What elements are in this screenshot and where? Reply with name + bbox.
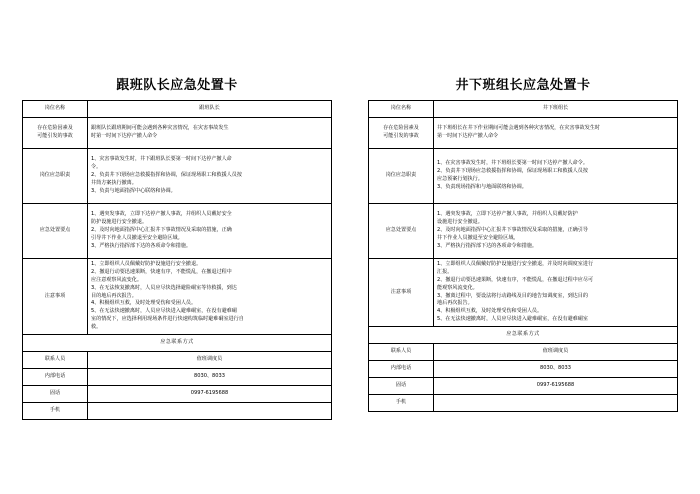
contact-value-person: 值班调度员: [88, 352, 332, 369]
text-line: 2、撤退行动要迅速果断，快速有序，不能慌乱，在撤退过程中: [91, 268, 232, 275]
table-row: [369, 259, 678, 327]
row-value-notes: [88, 259, 332, 335]
text-line: 1、立即组织人员佩戴好防护设施进行安全撤退，并及时向调度室进行: [437, 261, 594, 267]
text-line: 2、及时向地面指挥中心汇报井下事故情况及采取的措施，正确引导: [437, 227, 588, 234]
text-line: 5、在无法快速撤离时，人员应尽快进入避难硐室，在没有避难硐: [91, 308, 237, 315]
row-value-hazards: [434, 118, 678, 149]
text-line: 1、立即组织人员佩戴好防护设施进行安全撤退。: [91, 261, 202, 267]
table-row: [23, 118, 332, 149]
table-row: [369, 118, 678, 149]
text-line: 汇报。: [437, 268, 453, 275]
contact-label-mobile: 手机: [369, 395, 434, 412]
contact-label-landline: 固话: [369, 378, 434, 395]
table-row: [23, 101, 332, 118]
text-line: 井下作业人员撤退至安全避险区域。: [437, 234, 519, 241]
contact-value-internal-phone: 8030、8033: [434, 361, 678, 378]
table-row: [23, 369, 332, 386]
text-line: 3、撤离过程中，要设法将行动路线及目的地告知调度室，到达目的: [437, 292, 588, 299]
contact-label-internal-phone: 内部电话: [369, 361, 434, 378]
row-value-hazards: [88, 118, 332, 149]
text-line: 2、撤退行动要迅速果断，快速有序，不能慌乱，在撤退过程中应尽可: [437, 276, 594, 283]
row-value-keypoints: [88, 204, 332, 259]
text-line: 1、遇突发事故，立即下达停产撤人事故，并组织人员戴好安全: [91, 211, 232, 218]
text-line: 能观察风流变化。: [437, 284, 478, 291]
row-label-notes: 注意事项: [23, 259, 88, 335]
contact-value-mobile: [434, 395, 678, 412]
text-line: 第一时间下达停产撤人命令: [437, 133, 499, 139]
text-line: 设施进行安全撤退。: [437, 219, 483, 226]
table-row: [23, 335, 332, 352]
row-label-keypoints: 应急处置要点: [369, 204, 434, 259]
contact-value-mobile: [88, 403, 332, 420]
table-row: [369, 327, 678, 344]
row-label-position: 岗位名称: [369, 101, 434, 118]
emergency-card-left: [22, 74, 332, 420]
row-value-position: 跟班队长: [88, 101, 332, 118]
label-line: 可能引发的事故: [383, 133, 419, 139]
text-line: 2、负责井下现场应急救援指挥和协调，保证现场职工和救援人员按: [91, 172, 242, 179]
table-row: [369, 101, 678, 118]
text-line: 防护设施进行安全撤退。: [91, 219, 148, 226]
table-row: [23, 352, 332, 369]
contact-section-title: 应急联系方式: [369, 327, 678, 344]
text-line: 1、在灾害事故发生时，井下班组长要第一时间下达停产撤人命令。: [437, 160, 588, 167]
contact-label-person: 联系人员: [369, 344, 434, 361]
text-line: 3、负责与地面指挥中心联络和协调。: [91, 187, 176, 194]
contact-label-landline: 固话: [23, 386, 88, 403]
row-label-notes: 注意事项: [369, 259, 434, 327]
table-row: [369, 149, 678, 204]
label-line: 存在危险因素及: [383, 125, 419, 132]
table-row: [369, 395, 678, 412]
text-line: 目的地后再次报告。: [91, 292, 137, 299]
text-line: 时第一时间下达停产撤人命令: [91, 133, 158, 139]
row-value-position: 井下班组长: [434, 101, 678, 118]
table-row: [369, 361, 678, 378]
contact-label-mobile: 手机: [23, 403, 88, 420]
table-row: [23, 204, 332, 259]
row-label-duties: 岗位应急职责: [369, 149, 434, 204]
text-line: 4、积极组织互救，及时处理受伤和受困人员。: [91, 300, 197, 307]
text-line: 1、灾害事故发生时，井下跟班队长要第一时间下达停产撤人命: [91, 156, 232, 163]
contact-value-person: 值班调度员: [434, 344, 678, 361]
text-line: 跟班队长跟班期间可能会遇到各种灾害情况，在灾害事故发生: [91, 125, 229, 132]
row-value-keypoints: [434, 204, 678, 259]
text-line: 2、及时向地面指挥中心汇报井下事故情况及采取的措施，正确: [91, 227, 232, 234]
contact-value-internal-phone: 8030、8033: [88, 369, 332, 386]
text-line: 3、严格执行指挥部下达的各项命令和措施。: [437, 242, 538, 249]
text-line: 应急预案行划执行。: [437, 176, 483, 182]
text-line: 3、在无法恢复撤离时，人员应尽快选择避险硐室等待救援，到达: [91, 284, 237, 291]
row-label-keypoints: 应急处置要点: [23, 204, 88, 259]
table-row: [23, 149, 332, 204]
table-row: [369, 378, 678, 395]
text-line: 救。: [91, 324, 102, 331]
contact-label-internal-phone: 内部电话: [23, 369, 88, 386]
table-row: [23, 386, 332, 403]
row-label-hazards: [369, 118, 434, 149]
contact-value-landline: 0997-6195688: [434, 378, 678, 395]
table-row: [369, 204, 678, 259]
row-label-hazards: [23, 118, 88, 149]
text-line: 地后再次报告。: [437, 300, 473, 307]
row-value-notes: [434, 259, 678, 327]
card-title: 跟班队长应急处置卡: [116, 78, 238, 93]
text-line: 2、负责井下现场应急救援指挥和协调，保证现场职工和救援人员按: [437, 168, 588, 175]
contact-value-landline: 0997-6195688: [88, 386, 332, 403]
text-line: 引导井下作业人员撤退至安全避险区域。: [91, 234, 183, 241]
text-line: 井下班组长在井下作业期间可能会遇到各种灾害情况，在灾害事故发生时: [437, 125, 601, 132]
text-line: 室的情况下，应选择利用现场条件进行快速构筑临时避难硐室进行自: [91, 316, 244, 323]
card-table: [22, 100, 332, 420]
text-line: 5、在无法快速撤离时，人员应尽快进入避难硐室，在没有避难硐室: [437, 316, 588, 323]
contact-label-person: 联系人员: [23, 352, 88, 369]
text-line: 1、遇突发事故，立即下达停产撤人事故，并组织人员戴好防护: [437, 211, 578, 218]
text-line: 井筒方案执行撤离。: [91, 179, 137, 186]
row-label-duties: 岗位应急职责: [23, 149, 88, 204]
text-line: 应注意观察风流变化。: [91, 276, 142, 283]
row-value-duties: [88, 149, 332, 204]
table-row: [23, 403, 332, 420]
text-line: 令。: [91, 164, 102, 171]
text-line: 3、严格执行指挥部下达的各项命令和措施。: [91, 242, 192, 249]
row-label-position: 岗位名称: [23, 101, 88, 118]
emergency-card-right: [368, 74, 678, 420]
card-title: 井下班组长应急处置卡: [455, 78, 591, 93]
text-line: 3、负责现场指挥和与地面联络和协调。: [437, 183, 527, 190]
contact-section-title: 应急联系方式: [23, 335, 332, 352]
label-line: 存在危险因素及: [37, 125, 73, 132]
row-value-duties: [434, 149, 678, 204]
table-row: [23, 259, 332, 335]
label-line: 可能引发的事故: [37, 133, 73, 139]
card-table: [368, 100, 678, 412]
table-row: [369, 344, 678, 361]
text-line: 4、积极组织互救，及时处理受伤和受困人员。: [437, 308, 543, 315]
